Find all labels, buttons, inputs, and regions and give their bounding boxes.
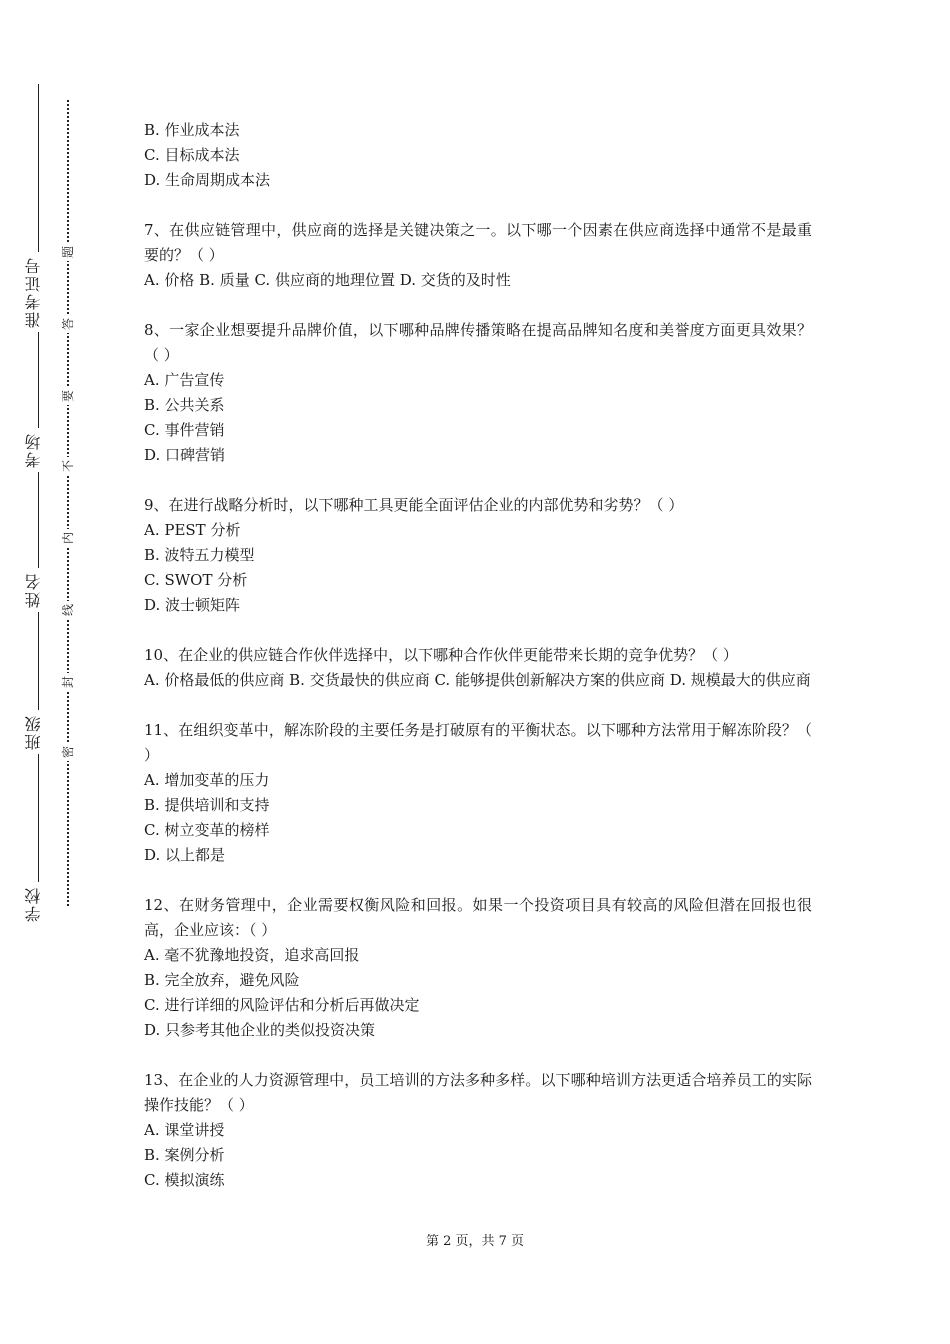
page-footer: 第 2 页，共 7 页 [425, 1234, 525, 1249]
exam-content [144, 118, 812, 1218]
option: D. 口碑营销 [144, 446, 226, 464]
seal-char: 不 [60, 457, 76, 475]
question-9 [144, 493, 812, 618]
seal-char: 要 [60, 387, 76, 405]
option: A. 价格最低的供应商 B. 交货最快的供应商 C. 能够提供创新解决方案的供应商 D. 规模最大的供应商 [144, 671, 811, 689]
question-stem: 13、在企业的人力资源管理中，员工培训的方法多种多样。以下哪种培训方法更适合培养员工的实际操作技能？（ ） [144, 1071, 812, 1114]
option: A. 广告宣传 [144, 371, 225, 389]
seal-char: 线 [60, 601, 76, 619]
option: A. PEST 分析 [144, 521, 241, 539]
seal-char: 密 [60, 743, 76, 761]
option: A. 毫不犹豫地投资，追求高回报 [144, 946, 360, 964]
option: B. 案例分析 [144, 1146, 225, 1164]
option: A. 增加变革的压力 [144, 771, 270, 789]
option: A. 价格 B. 质量 C. 供应商的地理位置 D. 交货的及时性 [144, 271, 511, 289]
question-11 [144, 718, 812, 868]
previous-question-options [144, 118, 812, 193]
option: D. 以上都是 [144, 846, 226, 864]
option: D. 只参考其他企业的类似投资决策 [144, 1021, 376, 1039]
option: C. 树立变革的榜样 [144, 821, 270, 839]
option: B. 完全放弃，避免风险 [144, 971, 300, 989]
option: B. 提供培训和支持 [144, 796, 270, 814]
binding-solid-line [38, 84, 39, 906]
option: C. 事件营销 [144, 421, 225, 439]
exam-room-label: 考场 [22, 428, 54, 472]
option: A. 课堂讲授 [144, 1121, 225, 1139]
class-label: 班级 [22, 710, 54, 754]
seal-char: 封 [60, 673, 76, 691]
binding-margin [0, 0, 110, 1344]
name-label: 姓名 [22, 568, 54, 612]
question-stem: 8、一家企业想要提升品牌价值，以下哪种品牌传播策略在提高品牌知名度和美誉度方面更具效果？（ ） [144, 321, 812, 364]
question-8 [144, 318, 812, 468]
question-10 [144, 643, 812, 693]
admission-number-label: 准考证号 [22, 252, 54, 332]
seal-char: 答 [60, 315, 76, 333]
question-13 [144, 1068, 812, 1193]
seal-dotted-line [67, 100, 69, 906]
option: B. 公共关系 [144, 396, 225, 414]
question-stem: 10、在企业的供应链合作伙伴选择中，以下哪种合作伙伴更能带来长期的竞争优势？（ ） [144, 646, 738, 664]
school-label: 学校 [22, 882, 54, 926]
option: C. SWOT 分析 [144, 571, 248, 589]
seal-char: 题 [60, 243, 76, 261]
question-7 [144, 218, 812, 293]
option: B. 作业成本法 [144, 121, 240, 139]
question-stem: 9、在进行战略分析时，以下哪种工具更能全面评估企业的内部优势和劣势？（ ） [144, 496, 684, 514]
question-stem: 11、在组织变革中，解冻阶段的主要任务是打破原有的平衡状态。以下哪种方法常用于解冻阶段？（ ） [144, 721, 812, 764]
option: B. 波特五力模型 [144, 546, 255, 564]
question-stem: 7、在供应链管理中，供应商的选择是关键决策之一。以下哪一个因素在供应商选择中通常不是最重要的？（ ） [144, 221, 812, 264]
seal-char: 内 [60, 529, 76, 547]
option: C. 目标成本法 [144, 146, 240, 164]
question-stem: 12、在财务管理中，企业需要权衡风险和回报。如果一个投资项目具有较高的风险但潜在回报也很高，企业应该：（ ） [144, 896, 812, 939]
option: C. 进行详细的风险评估和分析后再做决定 [144, 996, 420, 1014]
option: C. 模拟演练 [144, 1171, 225, 1189]
option: D. 生命周期成本法 [144, 171, 271, 189]
question-12 [144, 893, 812, 1043]
option: D. 波士顿矩阵 [144, 596, 241, 614]
